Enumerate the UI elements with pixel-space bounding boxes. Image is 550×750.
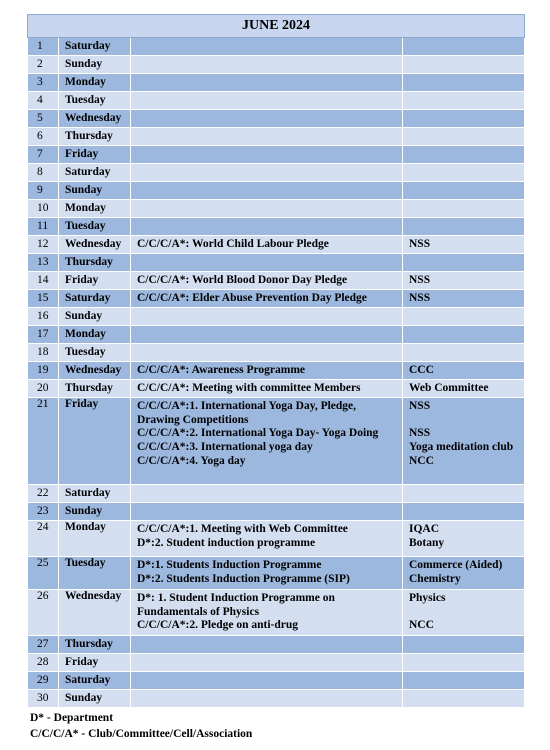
organizer-cell: NSS bbox=[403, 236, 525, 254]
organizer-cell bbox=[403, 344, 525, 362]
activity-cell bbox=[131, 344, 403, 362]
day-name: Sunday bbox=[59, 690, 131, 708]
date-number: 10 bbox=[28, 200, 59, 218]
day-name: Sunday bbox=[59, 503, 131, 521]
calendar-header-row bbox=[28, 15, 525, 38]
organizer-cell bbox=[403, 164, 525, 182]
activity-cell: C/C/C/A*:1. Meeting with Web Committee D*:2. Student induction programme bbox=[131, 521, 403, 557]
activity-cell bbox=[131, 218, 403, 236]
calendar-row bbox=[28, 164, 525, 182]
calendar-row bbox=[28, 521, 525, 557]
activity-cell bbox=[131, 74, 403, 92]
calendar-row bbox=[28, 290, 525, 308]
calendar-row bbox=[28, 218, 525, 236]
date-number: 27 bbox=[28, 636, 59, 654]
activity-cell bbox=[131, 200, 403, 218]
day-name: Saturday bbox=[59, 290, 131, 308]
month-title: JUNE 2024 bbox=[28, 15, 525, 38]
day-name: Friday bbox=[59, 398, 131, 485]
date-number: 18 bbox=[28, 344, 59, 362]
date-number: 6 bbox=[28, 128, 59, 146]
activity-cell: D*: 1. Student Induction Programme on Fundamentals of Physics C/C/C/A*:2. Pledge on anti-drug bbox=[131, 590, 403, 636]
date-number: 21 bbox=[28, 398, 59, 485]
day-name: Wednesday bbox=[59, 590, 131, 636]
date-number: 29 bbox=[28, 672, 59, 690]
activity-cell bbox=[131, 636, 403, 654]
calendar-row bbox=[28, 128, 525, 146]
day-name: Tuesday bbox=[59, 218, 131, 236]
activity-cell bbox=[131, 485, 403, 503]
date-number: 17 bbox=[28, 326, 59, 344]
day-name: Friday bbox=[59, 654, 131, 672]
date-number: 5 bbox=[28, 110, 59, 128]
organizer-cell bbox=[403, 672, 525, 690]
organizer-cell bbox=[403, 218, 525, 236]
date-number: 8 bbox=[28, 164, 59, 182]
organizer-cell: NSS bbox=[403, 290, 525, 308]
calendar-row bbox=[28, 182, 525, 200]
date-number: 2 bbox=[28, 56, 59, 74]
date-number: 14 bbox=[28, 272, 59, 290]
organizer-cell bbox=[403, 146, 525, 164]
date-number: 20 bbox=[28, 380, 59, 398]
activity-cell: C/C/C/A*: Meeting with committee Members bbox=[131, 380, 403, 398]
activity-cell bbox=[131, 672, 403, 690]
date-number: 11 bbox=[28, 218, 59, 236]
day-name: Friday bbox=[59, 146, 131, 164]
calendar-row bbox=[28, 503, 525, 521]
date-number: 22 bbox=[28, 485, 59, 503]
activity-cell bbox=[131, 308, 403, 326]
calendar-row bbox=[28, 485, 525, 503]
day-name: Thursday bbox=[59, 380, 131, 398]
date-number: 4 bbox=[28, 92, 59, 110]
activity-cell: C/C/C/A*: World Blood Donor Day Pledge bbox=[131, 272, 403, 290]
organizer-cell: Physics NCC bbox=[403, 590, 525, 636]
calendar-row bbox=[28, 200, 525, 218]
date-number: 25 bbox=[28, 557, 59, 590]
day-name: Saturday bbox=[59, 38, 131, 56]
organizer-cell bbox=[403, 326, 525, 344]
organizer-cell bbox=[403, 308, 525, 326]
organizer-cell bbox=[403, 503, 525, 521]
calendar-row bbox=[28, 110, 525, 128]
calendar-row bbox=[28, 146, 525, 164]
day-name: Thursday bbox=[59, 128, 131, 146]
calendar-row bbox=[28, 344, 525, 362]
activity-cell bbox=[131, 38, 403, 56]
organizer-cell: NSS bbox=[403, 272, 525, 290]
date-number: 28 bbox=[28, 654, 59, 672]
organizer-cell bbox=[403, 636, 525, 654]
organizer-cell bbox=[403, 690, 525, 708]
organizer-cell bbox=[403, 92, 525, 110]
day-name: Monday bbox=[59, 74, 131, 92]
organizer-cell bbox=[403, 56, 525, 74]
activity-cell: C/C/C/A*: World Child Labour Pledge bbox=[131, 236, 403, 254]
date-number: 26 bbox=[28, 590, 59, 636]
activity-cell: C/C/C/A*: Elder Abuse Prevention Day Pledge bbox=[131, 290, 403, 308]
day-name: Tuesday bbox=[59, 344, 131, 362]
activity-cell bbox=[131, 326, 403, 344]
activity-cell bbox=[131, 56, 403, 74]
organizer-cell: IQAC Botany bbox=[403, 521, 525, 557]
calendar-row bbox=[28, 557, 525, 590]
organizer-cell bbox=[403, 74, 525, 92]
calendar-body bbox=[28, 38, 525, 708]
calendar-row bbox=[28, 56, 525, 74]
calendar-row bbox=[28, 590, 525, 636]
date-number: 19 bbox=[28, 362, 59, 380]
calendar-row bbox=[28, 362, 525, 380]
organizer-cell bbox=[403, 200, 525, 218]
organizer-cell bbox=[403, 128, 525, 146]
day-name: Tuesday bbox=[59, 557, 131, 590]
calendar-row bbox=[28, 74, 525, 92]
day-name: Saturday bbox=[59, 164, 131, 182]
calendar-row bbox=[28, 92, 525, 110]
calendar-row bbox=[28, 272, 525, 290]
calendar-row bbox=[28, 636, 525, 654]
date-number: 13 bbox=[28, 254, 59, 272]
activity-cell: C/C/C/A*:1. International Yoga Day, Pledge, Drawing Competitions C/C/C/A*:2. International Yoga Day- Yoga Doing C/C/C/A*:3. International yoga day C/C/C/A*:4. Yoga day bbox=[131, 398, 403, 485]
date-number: 24 bbox=[28, 521, 59, 557]
date-number: 16 bbox=[28, 308, 59, 326]
day-name: Saturday bbox=[59, 485, 131, 503]
organizer-cell bbox=[403, 38, 525, 56]
activity-cell bbox=[131, 128, 403, 146]
calendar-row bbox=[28, 326, 525, 344]
activity-cell bbox=[131, 92, 403, 110]
day-name: Thursday bbox=[59, 254, 131, 272]
organizer-cell bbox=[403, 485, 525, 503]
organizer-cell bbox=[403, 254, 525, 272]
day-name: Monday bbox=[59, 521, 131, 557]
activity-cell bbox=[131, 654, 403, 672]
organizer-cell: CCC bbox=[403, 362, 525, 380]
activity-cell bbox=[131, 146, 403, 164]
activity-cell bbox=[131, 503, 403, 521]
day-name: Friday bbox=[59, 272, 131, 290]
day-name: Saturday bbox=[59, 672, 131, 690]
calendar-row bbox=[28, 398, 525, 485]
date-number: 12 bbox=[28, 236, 59, 254]
calendar-row bbox=[28, 38, 525, 56]
date-number: 30 bbox=[28, 690, 59, 708]
calendar-row bbox=[28, 236, 525, 254]
organizer-cell bbox=[403, 182, 525, 200]
calendar-row bbox=[28, 254, 525, 272]
date-number: 23 bbox=[28, 503, 59, 521]
footnote-club: C/C/C/A* - Club/Committee/Cell/Association bbox=[30, 728, 253, 740]
activity-cell bbox=[131, 690, 403, 708]
calendar-row bbox=[28, 654, 525, 672]
day-name: Monday bbox=[59, 326, 131, 344]
activity-cell: D*:1. Students Induction Programme D*:2. Students Induction Programme (SIP) bbox=[131, 557, 403, 590]
date-number: 1 bbox=[28, 38, 59, 56]
day-name: Wednesday bbox=[59, 236, 131, 254]
day-name: Sunday bbox=[59, 56, 131, 74]
calendar-row bbox=[28, 308, 525, 326]
day-name: Thursday bbox=[59, 636, 131, 654]
day-name: Monday bbox=[59, 200, 131, 218]
activity-cell bbox=[131, 182, 403, 200]
day-name: Wednesday bbox=[59, 110, 131, 128]
day-name: Sunday bbox=[59, 182, 131, 200]
activity-cell bbox=[131, 164, 403, 182]
day-name: Sunday bbox=[59, 308, 131, 326]
organizer-cell bbox=[403, 654, 525, 672]
organizer-cell: NSS NSS Yoga meditation club NCC bbox=[403, 398, 525, 485]
organizer-cell: Commerce (Aided) Chemistry bbox=[403, 557, 525, 590]
date-number: 3 bbox=[28, 74, 59, 92]
organizer-cell bbox=[403, 110, 525, 128]
date-number: 9 bbox=[28, 182, 59, 200]
day-name: Tuesday bbox=[59, 92, 131, 110]
activity-cell: C/C/C/A*: Awareness Programme bbox=[131, 362, 403, 380]
calendar-row bbox=[28, 690, 525, 708]
day-name: Wednesday bbox=[59, 362, 131, 380]
calendar-table bbox=[27, 14, 525, 708]
footnote-department: D* - Department bbox=[30, 712, 114, 724]
activity-cell bbox=[131, 110, 403, 128]
date-number: 15 bbox=[28, 290, 59, 308]
calendar-row bbox=[28, 380, 525, 398]
activity-cell bbox=[131, 254, 403, 272]
date-number: 7 bbox=[28, 146, 59, 164]
calendar-row bbox=[28, 672, 525, 690]
organizer-cell: Web Committee bbox=[403, 380, 525, 398]
